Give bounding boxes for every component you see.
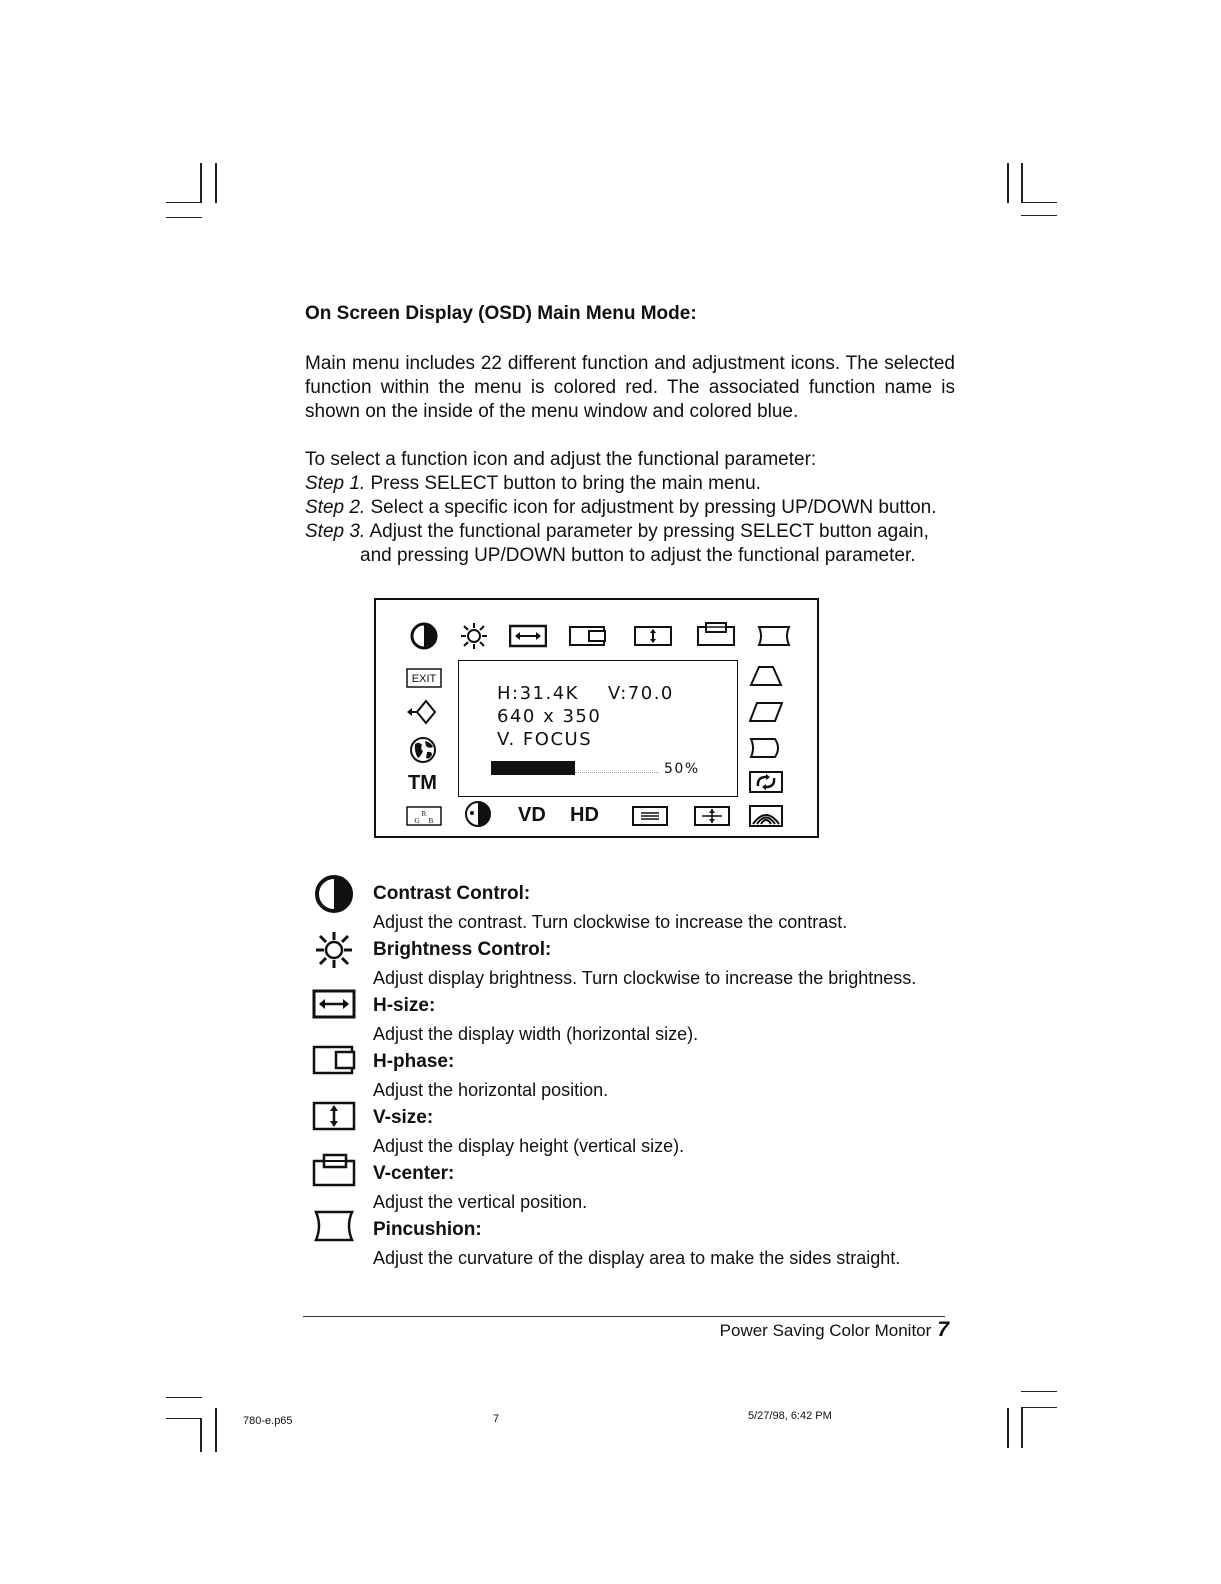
v-center-icon: [696, 620, 736, 648]
function-name: H-phase:: [373, 1051, 455, 1072]
step-label: Step 3.: [305, 521, 366, 542]
contrast-icon: [408, 622, 440, 650]
level-percent: 50%: [664, 761, 700, 777]
function-name: Brightness Control:: [373, 939, 552, 960]
parallelogram-icon: [748, 698, 784, 726]
print-page-number: 7: [493, 1413, 500, 1425]
step-3: [305, 520, 965, 544]
rotation-icon: [748, 768, 784, 796]
color-temperature-icon: [404, 802, 444, 830]
print-file-name: 780-e.p65: [243, 1415, 293, 1427]
function-description: Adjust the curvature of the display area to make the sides straight.: [373, 1248, 901, 1268]
svg-text:B: B: [428, 817, 434, 825]
function-name: V. FOCUS: [497, 729, 593, 750]
step-text: Select a specific icon for adjustment by pressing UP/DOWN button.: [370, 497, 937, 518]
footer-title: Power Saving Color Monitor: [719, 1321, 932, 1340]
crop-mark-top-right: [1021, 215, 1057, 216]
crop-mark-bottom-left: [166, 1397, 202, 1398]
v-center-icon: [312, 1150, 356, 1190]
brightness-icon: [458, 622, 490, 650]
svg-text:EXIT: EXIT: [411, 673, 437, 685]
crop-mark-top-left: [215, 163, 217, 203]
color-icon: [462, 800, 494, 828]
step-label: Step 2.: [305, 497, 366, 518]
v-size-icon: [312, 1096, 356, 1136]
level-bar-fill: [491, 761, 575, 775]
function-contrast: [373, 880, 973, 936]
crop-mark-top-right: [1021, 202, 1057, 203]
pincushion-icon: [756, 622, 792, 650]
h-frequency: H:31.4K: [497, 683, 579, 704]
footer-rule: [303, 1316, 945, 1317]
crop-mark-bottom-right: [1007, 1408, 1009, 1448]
function-description: Adjust the contrast. Turn clockwise to increase the contrast.: [373, 912, 848, 932]
exit-icon: [404, 664, 444, 692]
crop-mark-top-left: [166, 202, 202, 203]
function-h-size: [373, 992, 973, 1048]
crop-mark-top-left: [166, 217, 202, 218]
print-datetime: 5/27/98, 6:42 PM: [748, 1410, 832, 1422]
function-description: Adjust the display height (vertical size).: [373, 1136, 685, 1156]
step-3-continuation: and pressing UP/DOWN button to adjust the functional parameter.: [360, 545, 916, 566]
crop-mark-bottom-right: [1021, 1407, 1023, 1448]
frequency-readout: [497, 683, 674, 704]
page-number: 7: [937, 1318, 949, 1341]
intro-paragraph: Main menu includes 22 different function and adjustment icons. The selected function within the menu is colored red. The associated function name is shown on the inside of the menu window and colored blue.: [305, 353, 955, 422]
page-footer: [720, 1318, 949, 1342]
function-h-phase: [373, 1048, 973, 1104]
h-size-icon: [508, 622, 548, 650]
brightness-icon: [312, 930, 356, 970]
step-1: [305, 472, 965, 496]
language-icon: [407, 736, 439, 764]
function-description: Adjust the vertical position.: [373, 1192, 588, 1212]
svg-text:R: R: [421, 810, 427, 818]
v-size-icon: [633, 622, 673, 650]
step-text: Press SELECT button to bring the main menu.: [370, 473, 761, 494]
section-title: On Screen Display (OSD) Main Menu Mode:: [305, 303, 697, 324]
resolution-readout: 640 x 350: [497, 706, 602, 727]
crop-mark-bottom-left: [166, 1418, 202, 1419]
function-name: V-size:: [373, 1107, 434, 1128]
h-size-icon: [312, 984, 356, 1024]
trapezoid-icon: [748, 662, 784, 690]
function-description: Adjust the horizontal position.: [373, 1080, 609, 1100]
tm-label: TM: [408, 772, 437, 794]
crop-mark-bottom-left: [215, 1408, 217, 1452]
vd-label: VD: [518, 804, 546, 826]
step-2: [305, 496, 965, 520]
pincushion-icon: [312, 1206, 356, 1246]
h-phase-icon: [568, 622, 608, 650]
crop-mark-bottom-left: [200, 1418, 202, 1452]
function-name: Contrast Control:: [373, 883, 531, 904]
level-bar-track: [575, 772, 659, 774]
osd-menu-figure: [374, 598, 819, 838]
v-frequency: V:70.0: [607, 683, 674, 704]
crop-mark-top-right: [1007, 163, 1009, 203]
steps-list: [305, 448, 965, 568]
pin-balance-icon: [748, 734, 784, 762]
crop-mark-top-right: [1021, 163, 1023, 203]
select-intro: To select a function icon and adjust the functional parameter:: [305, 449, 817, 470]
function-v-size: [373, 1104, 973, 1160]
crop-mark-top-left: [200, 163, 202, 203]
recall-icon: [406, 698, 438, 726]
step-label: Step 1.: [305, 473, 366, 494]
crop-mark-bottom-right: [1021, 1391, 1057, 1392]
svg-text:G: G: [414, 817, 420, 825]
step-text: Adjust the functional parameter by pressing SELECT button again,: [369, 521, 929, 542]
function-name: Pincushion:: [373, 1219, 482, 1240]
h-phase-icon: [312, 1040, 356, 1080]
function-description: Adjust display brightness. Turn clockwise to increase the brightness.: [373, 968, 917, 988]
crop-mark-bottom-right: [1021, 1407, 1057, 1408]
function-name: V-center:: [373, 1163, 455, 1184]
reset-icon: [692, 802, 732, 830]
function-description: Adjust the display width (horizontal size).: [373, 1024, 699, 1044]
function-brightness: [373, 936, 973, 992]
contrast-icon: [312, 874, 356, 914]
function-v-center: [373, 1160, 973, 1216]
osd-info-window: [458, 660, 738, 797]
hd-label: HD: [570, 804, 599, 826]
moire-icon: [748, 802, 784, 830]
function-name: H-size:: [373, 995, 436, 1016]
function-pincushion: [373, 1216, 973, 1272]
degauss-icon: [630, 802, 670, 830]
